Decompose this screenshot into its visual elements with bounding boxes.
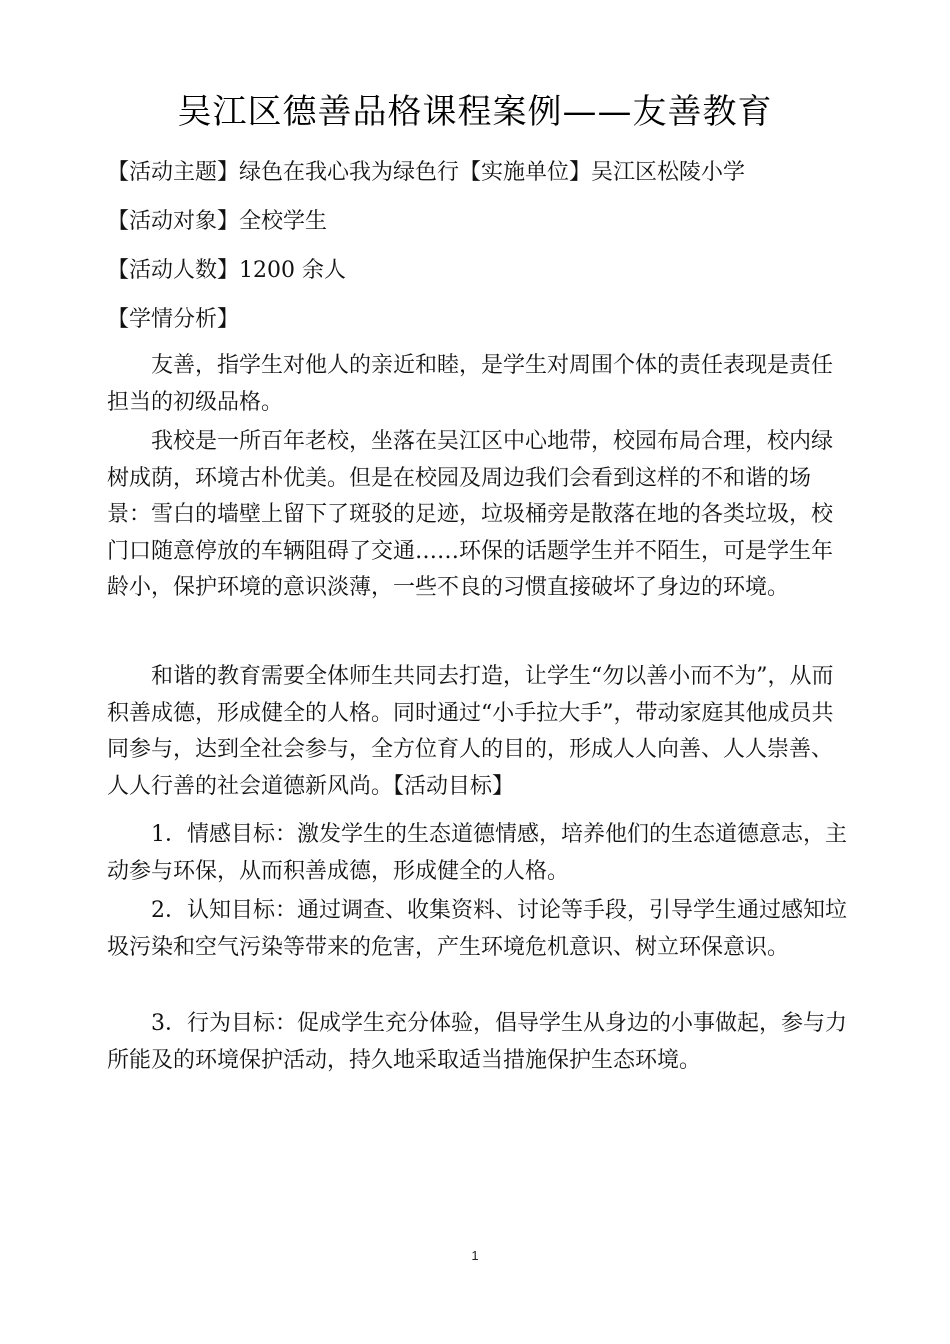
- document-title: 吴江区德善品格课程案例——友善教育: [177, 92, 773, 132]
- paragraph-harmonious-education: 和谐的教育需要全体师生共同去打造，让学生“勿以善小而不为”，从而积善成德，形成健全的人格。同时通过“小手拉大手”，带动家庭其他成员共同参与，达到全社会参与，全方位育人的目的，形成人人向善、人人崇善、人人行善的社会道德新风尚。【活动目标】: [107, 664, 834, 799]
- paragraph-friendliness: 友善，指学生对他人的亲近和睦，是学生对周围个体的责任表现是责任担当的初级品格。: [107, 353, 834, 415]
- activity-theme-line: 【活动主题】绿色在我心我为绿色行【实施单位】吴江区松陵小学: [107, 160, 746, 185]
- paragraph-goal-emotion: 1．情感目标：激发学生的生态道德情感，培养他们的生态道德意志，主动参与环保，从而积善成德，形成健全的人格。: [107, 822, 847, 884]
- activity-target-line: 【活动对象】全校学生: [107, 209, 328, 234]
- paragraph-goal-behavior: 3．行为目标：促成学生充分体验，倡导学生从身边的小事做起，参与力所能及的环境保护活动，持久地采取适当措施保护生态环境。: [107, 1011, 847, 1073]
- paragraph-goal-cognition: 2．认知目标：通过调查、收集资料、讨论等手段，引导学生通过感知垃圾污染和空气污染等带来的危害，产生环境危机意识、树立环保意识。: [107, 898, 847, 960]
- page-number: 1: [471, 1248, 479, 1263]
- activity-count-line: 【活动人数】1200 余人: [107, 258, 346, 283]
- analysis-heading: 【学情分析】: [107, 307, 240, 332]
- paragraph-school-background: 我校是一所百年老校，坐落在吴江区中心地带，校园布局合理，校内绿树成荫，环境古朴优美。但是在校园及周边我们会看到这样的不和谐的场景：雪白的墙壁上留下了斑驳的足迹，垃圾桶旁是散落在地的各类垃圾，校门口随意停放的车辆阻碍了交通……环保的话题学生并不陌生，可是学生年龄小，保护环境的意识淡薄，一些不良的习惯直接破坏了身边的环境。: [107, 429, 834, 600]
